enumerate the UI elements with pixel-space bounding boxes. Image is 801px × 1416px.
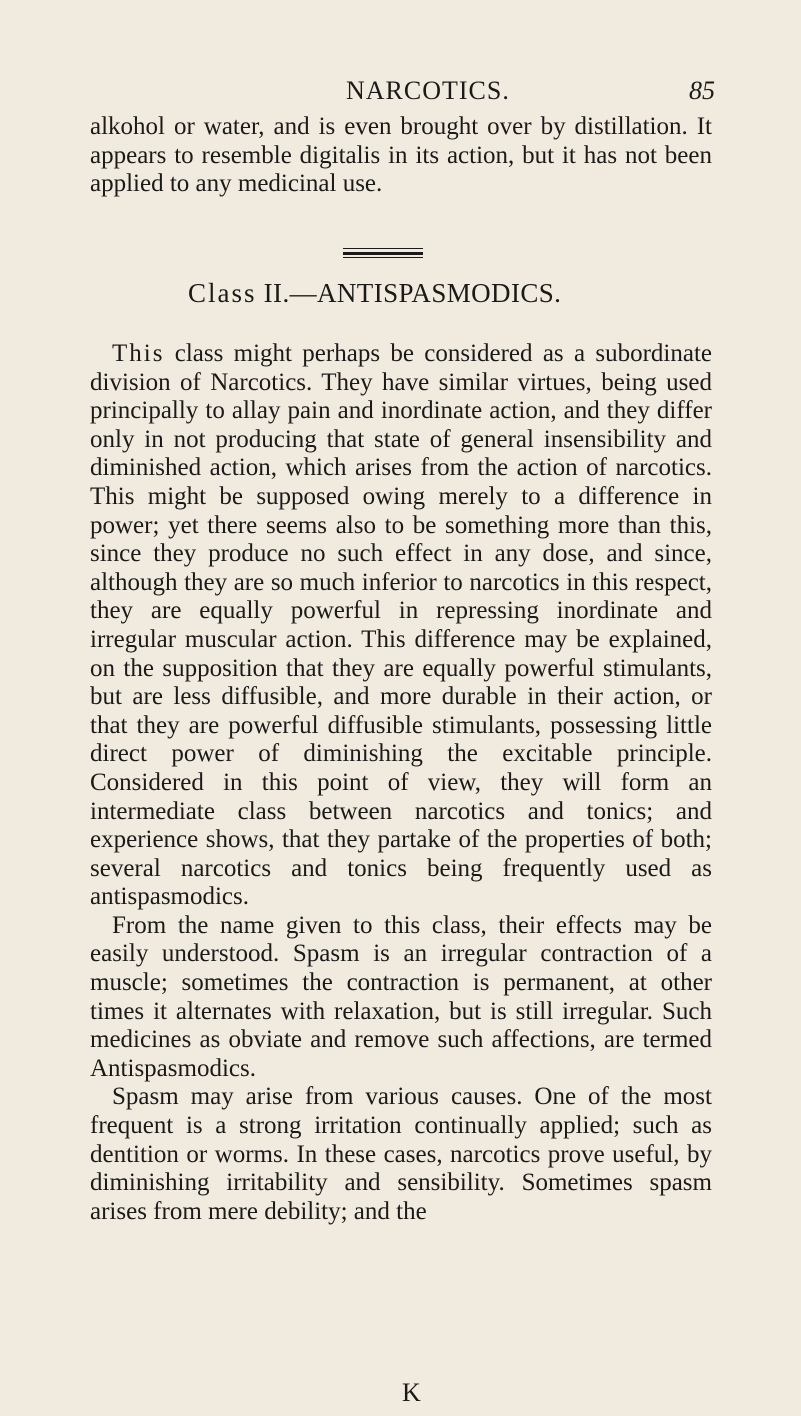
- section-heading: [188, 276, 561, 310]
- signature-mark: K: [402, 1378, 421, 1407]
- divider-line-bottom: [343, 257, 423, 258]
- intro-paragraph: alkohol or water, and is even brought over by distillation. It appears to resemble digitalis in its action, but it has not been applied to any medicinal use.: [90, 113, 712, 198]
- body-paragraph-3: Spasm may arise from various causes. One of the most frequent is a strong irritation continually applied; such as dentition or worms. In these cases, narcotics prove useful, by diminishing irritability and sensibility. Sometimes spasm arises from mere debility; and the: [90, 1083, 712, 1225]
- section-body: [90, 340, 712, 1226]
- divider-line-top: [343, 248, 423, 249]
- body-paragraph-1: [90, 340, 712, 912]
- running-title: NARCOTICS.: [346, 76, 510, 105]
- paragraph-1-text: class might perhaps be considered as a subordinate division of Narcotics. They have similar virtues, being used principally to allay pain and inordinate action, and they differ only in not producing that state of general insensibility and diminished action, which arises from the action of narcotics. This might be supposed owing merely to a difference in power; yet there seems also to be something more than this, since they produce no such effect in any dose, and since, although they are so much inferior to narcotics in this respect, they are equally powerful in repressing inordinate and irregular muscular action. This difference may be explained, on the supposition that they are equally powerful stimulants, but are less diffusible, and more durable in their action, or that they are powerful diffusible stimulants, possessing little direct power of diminishing the excitable principle. Considered in this point of view, they will form an intermediate class between narcotics and tonics; and experience shows, that they partake of the properties of both; several narcotics and tonics being frequently used as antispasmodics.: [90, 340, 712, 911]
- section-heading-prefix: Class: [188, 278, 257, 308]
- running-head: [0, 76, 801, 110]
- page-number: 85: [689, 76, 715, 105]
- body-paragraph-2: From the name given to this class, their effects may be easily understood. Spasm is an irregular contraction of a muscle; sometimes the contraction is permanent, at other times it alternates with relaxation, but is still irregular. Such medicines as obviate and remove such affections, are termed Antispasmodics.: [90, 911, 712, 1082]
- section-heading-title: II.—ANTISPASMODICS.: [256, 278, 562, 308]
- section-divider: [343, 248, 423, 258]
- paragraph-lead-word: This: [112, 340, 165, 367]
- divider-line-middle: [343, 252, 423, 255]
